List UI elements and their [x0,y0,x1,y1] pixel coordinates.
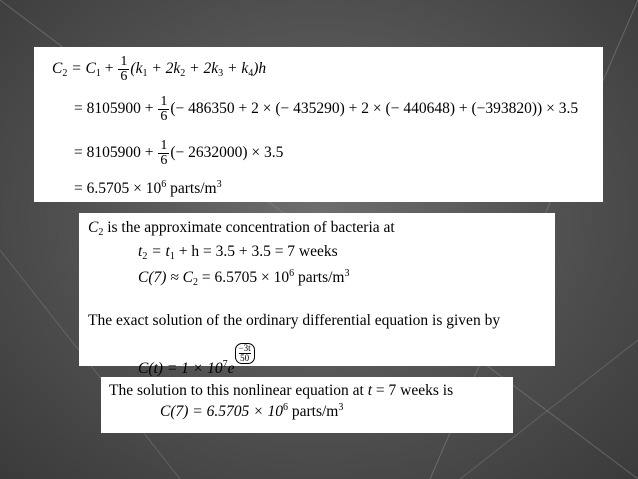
approx-value-line: $C(7) \approx C_2 = 6.5705 \times 10^6$ parts/$m^3$ [138,268,350,288]
rk4-substitution-line: = 8105900 + $\frac{1}{6}$ (− 486350 + 2 × (− 435290) + 2 × (− 440648) + (−393820)) × 3.5 [74,94,579,124]
approximation-explanation-panel [79,213,555,377]
time-step-line: $t_2 = t_1 + h = 3.5 + 3.5 = 7$ weeks [138,243,338,262]
exponent-fraction: $\frac{-3t}{50}$ [235,343,255,364]
fraction-one-sixth: $\frac{1}{6}$ [160,94,168,124]
fraction-one-sixth: $\frac{1}{6}$ [120,54,128,84]
solution-summary-panel [101,377,513,433]
approx-concentration-text: $C_2$ is the approximate concentration of bacteria at [88,219,395,238]
rk4-simplified-line: = 8105900 + $\frac{1}{6}$ (− 2632000) × 3.5 [74,138,284,168]
exact-solution-formula: $C(t) = 1 \times 10^7e$ $\frac{-3t}{50}$ [138,343,255,378]
rk4-computation-panel [34,47,603,202]
solution-value-line: $C(7) = 6.5705 \times 10^6$ parts/$m^3$ [160,402,344,420]
exact-solution-intro: The exact solution of the ordinary differential equation is given by [88,312,501,329]
rk4-formula-line: $C_2 = C_1$ + $\frac{1}{6}$ $(k_1 + 2k_2 + 2k_3 + k_4)h$ [52,54,267,84]
solution-intro-text: The solution to this nonlinear equation at t = 7 weeks is [109,382,454,399]
fraction-one-sixth: $\frac{1}{6}$ [160,138,168,168]
rk4-result-line: = $6.5705 \times 10^6$ parts/$m^3$ [74,179,222,197]
